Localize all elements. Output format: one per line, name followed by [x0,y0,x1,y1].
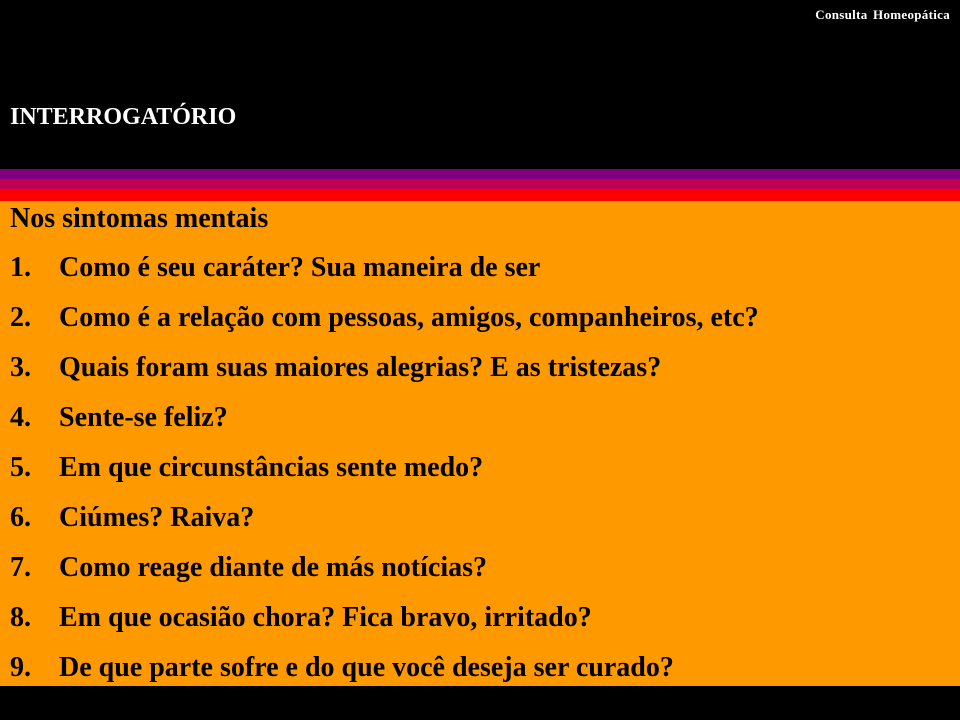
question-number: 1. [10,252,31,283]
question-text: Quais foram suas maiores alegrias? E as tristezas? [59,352,662,383]
slide-title: INTERROGATÓRIO [10,104,237,130]
question-text: Como é a relação com pessoas, amigos, companheiros, etc? [59,302,759,333]
question-item [10,450,759,500]
question-number: 4. [10,402,31,433]
question-item [10,650,759,700]
question-text: Em que ocasião chora? Fica bravo, irritado? [59,602,592,633]
question-number: 5. [10,452,31,483]
question-item [10,350,759,400]
question-text: Sente-se feliz? [59,402,228,433]
question-number: 7. [10,552,31,583]
question-number: 9. [10,652,31,683]
decorative-stripe-purple [0,169,960,179]
question-text: Como é seu caráter? Sua maneira de ser [59,252,541,283]
question-item [10,550,759,600]
question-number: 3. [10,352,31,383]
question-item [10,500,759,550]
content-panel [0,201,960,686]
decorative-stripe-red [0,189,960,201]
question-text: Em que circunstâncias sente medo? [59,452,484,483]
question-number: 8. [10,602,31,633]
question-number: 6. [10,502,31,533]
question-list [10,250,759,700]
header-corner-label: Consulta Homeopática [815,7,950,22]
question-number: 2. [10,302,31,333]
question-item [10,300,759,350]
question-text: De que parte sofre e do que você deseja ser curado? [59,652,674,683]
section-heading: Nos sintomas mentais [10,203,269,234]
question-item [10,250,759,300]
question-item [10,400,759,450]
question-text: Como reage diante de más notícias? [59,552,487,583]
decorative-stripe-crimson [0,179,960,189]
question-item [10,600,759,650]
question-text: Ciúmes? Raiva? [59,502,255,533]
